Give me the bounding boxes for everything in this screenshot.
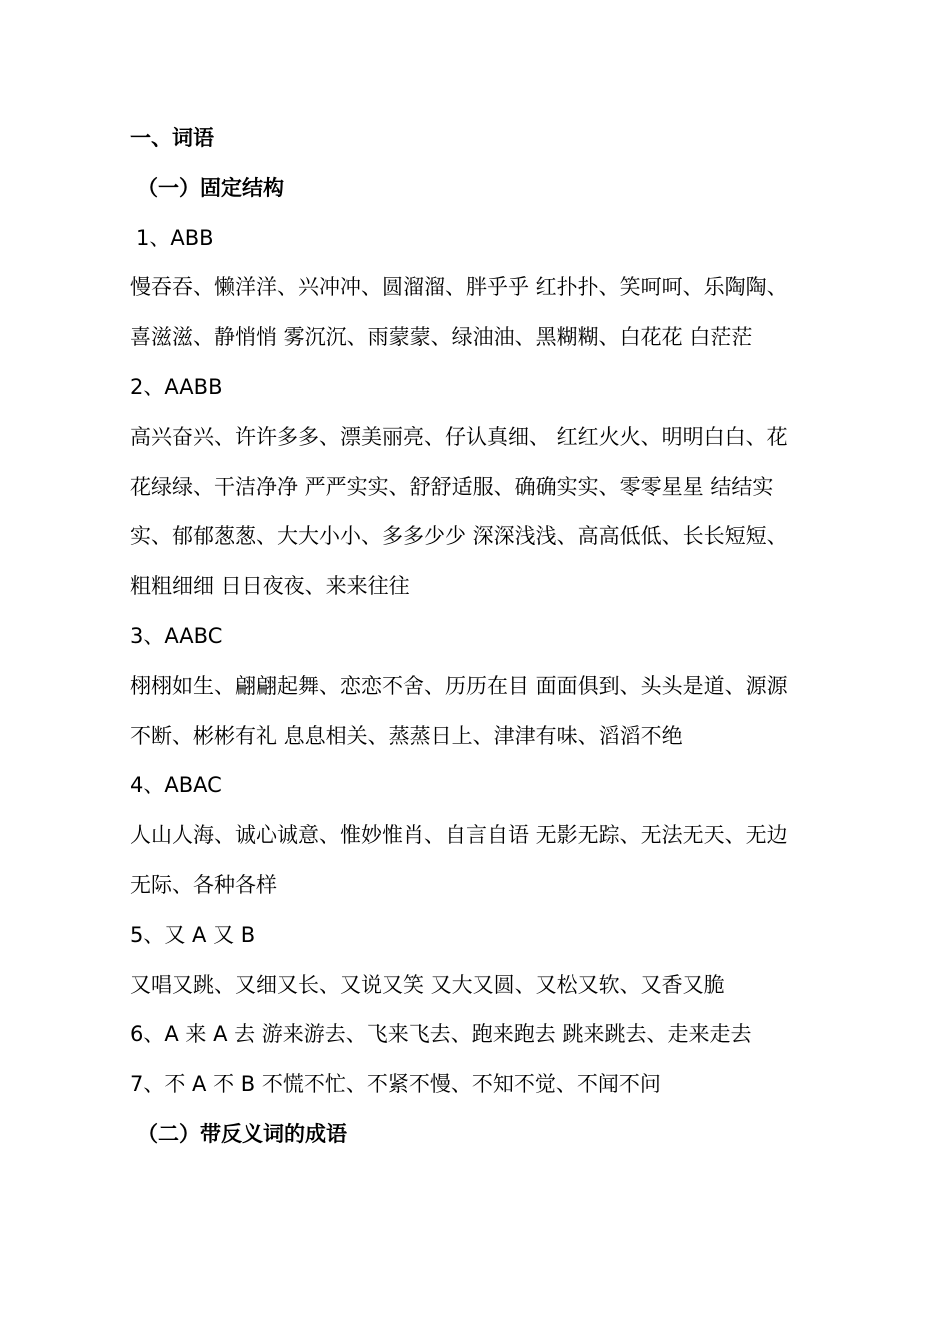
item-label-abac: 4、ABAC	[130, 773, 222, 798]
word-line: 实、郁郁葱葱、大大小小、多多少少 深深浅浅、高高低低、长长短短、	[130, 524, 788, 549]
word-line: 粗粗细细 日日夜夜、来来往往	[130, 574, 410, 599]
item-label-aabc: 3、AABC	[130, 623, 223, 648]
word-line: 花绿绿、干洁净净 严严实实、舒舒适服、确确实实、零零星星 结结实	[130, 474, 774, 499]
word-line: 人山人海、诚心诚意、惟妙惟肖、自言自语 无影无踪、无法无天、无边	[130, 823, 788, 848]
word-line: 高兴奋兴、许许多多、漂美丽亮、仔认真细、 红红火火、明明白白、花	[130, 424, 788, 449]
word-line: 慢吞吞、懒洋洋、兴冲冲、圆溜溜、胖乎乎 红扑扑、笑呵呵、乐陶陶、	[130, 275, 788, 300]
document-content	[130, 114, 830, 1160]
item-label-a-lai-a-qu: 6、A 来 A 去 游来游去、飞来飞去、跑来跑去 跳来跳去、走来走去	[130, 1022, 752, 1047]
word-line: 栩栩如生、翩翩起舞、恋恋不舍、历历在目 面面俱到、头头是道、源源	[130, 673, 788, 698]
item-label-you-a-you-b: 5、又 A 又 B	[130, 922, 256, 947]
item-label-abb: 1、ABB	[136, 225, 214, 250]
subsection-title-fixed-structure: （一）固定结构	[137, 175, 284, 200]
item-label-aabb: 2、AABB	[130, 374, 223, 399]
section-heading-vocabulary: 一、词语	[130, 126, 214, 150]
subsection-title-antonym-idioms: （二）带反义词的成语	[137, 1121, 347, 1146]
word-line: 无际、各种各样	[130, 872, 277, 897]
word-line: 又唱又跳、又细又长、又说又笑 又大又圆、又松又软、又香又脆	[130, 972, 725, 997]
word-line: 不断、彬彬有礼 息息相关、蒸蒸日上、津津有味、滔滔不绝	[130, 723, 683, 748]
word-line: 喜滋滋、静悄悄 雾沉沉、雨蒙蒙、绿油油、黑糊糊、白花花 白茫茫	[130, 325, 753, 350]
item-label-bu-a-bu-b: 7、不 A 不 B 不慌不忙、不紧不慢、不知不觉、不闻不问	[130, 1072, 661, 1097]
